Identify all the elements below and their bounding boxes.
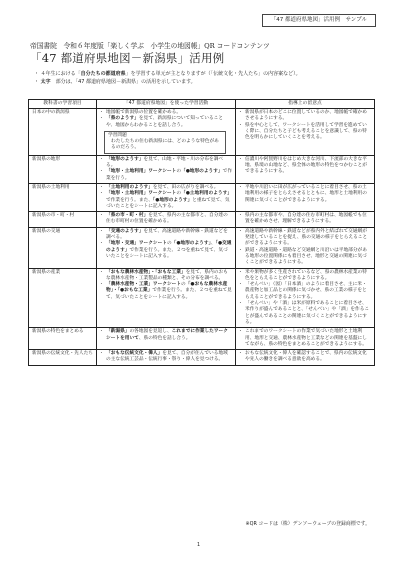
bold-text: 「●交通のようす」 <box>106 241 232 253</box>
footer-trademark-note: ※QR コードは（株）デンソーウェーブの登録商標です。 <box>245 521 370 527</box>
body-text: おもな伝統文化・偉人を確認することで、県内の伝統文化や先人の働きを調べる意欲を高める。 <box>245 351 367 363</box>
teaching-point-item <box>239 157 371 176</box>
bold-text: 「土地利用のようす」 <box>106 184 153 190</box>
teaching-points-cell <box>236 212 375 228</box>
header-learning-item: 教科書の学習項目 <box>29 100 97 109</box>
header-label: 「47 都道府県地図」活用例 サンプル <box>262 14 376 27</box>
note-text: ・ ４年生における「 <box>34 71 81 77</box>
body-text: の各地図を見返し、 <box>129 329 172 335</box>
table-row <box>29 350 375 366</box>
learning-item-cell: 新潟県の特色をまとめる <box>29 328 97 350</box>
body-text: で作業を行う。また、２つを重ねて見て、気づいたことをシートに記入する。 <box>106 247 228 259</box>
note-text: 」を学習する単元が主となりますが（「伝統文化・先人たち」の内容案など）。 <box>125 71 301 77</box>
document-subtitle: 帝国書院 令和６年度版「楽しく学ぶ 小学生の地図帳」QR コードコンテンツ <box>30 42 270 50</box>
activity-cell <box>97 328 236 350</box>
lesson-plan-table <box>28 99 375 366</box>
bold-text: 「●地形のようす」 <box>181 169 223 175</box>
activity-cell <box>97 183 236 211</box>
body-text: 、県の特色を話し合う。 <box>138 335 191 341</box>
learning-item-cell: 新潟県の地形 <box>29 155 97 183</box>
bold-text: 「●土地利用のようす」 <box>181 191 232 197</box>
teaching-point-item <box>239 229 371 248</box>
table-row <box>29 155 375 183</box>
body-text: を見て、県内のおもな農林水産物・工業製品の種類と、その分布を調べる。 <box>106 269 228 281</box>
body-text: を見て、自分が住んでいる地域の主な伝統工芸品・伝統行事・祭り・偉人を見つける。 <box>106 351 228 363</box>
body-text: 高速道路や新幹線・鉄道などが県内外と結ばれて交通網が発達していることを捉え、県の交通の様子をとらえることができるようにする。 <box>245 228 368 247</box>
body-text: で作業を行う。 <box>106 169 233 181</box>
bold-text: 「地形・土地利用」ワークシート <box>106 191 177 197</box>
learning-item-cell: 新潟県の伝統文化・先人たち <box>29 350 97 366</box>
table-row <box>29 227 375 268</box>
body-text: の <box>181 282 186 288</box>
body-text: 県を中心として、ワークシートを活用して学習を進めていく際に、自分たちと子ども考えることを意識して、県の特色を明らかにしていくことを考える。 <box>245 122 367 141</box>
bold-text: 「おもな伝統文化・偉人」 <box>106 351 163 357</box>
header-teaching-points: 指導上の留意点 <box>236 100 375 109</box>
teaching-point-item <box>239 329 371 348</box>
note-text: ・ <box>34 79 41 85</box>
teaching-points-cell <box>236 268 375 328</box>
activity-item <box>100 229 232 242</box>
body-text: 「せんべい」や「酒」は米が原料であることに着目させ、米作りが盛んであることと、「せんべい」や「酒」を作ることが盛んであることの関連に気づくことができるようにする。 <box>245 301 370 325</box>
learning-item-cell: 新潟県の土地利用 <box>29 183 97 211</box>
body-text: 信濃川や阿賀野川をはじめ大きな河川、下流部の大きな平地、県境の山地など、県全体の地形の特色をつかむことができるようにする。 <box>245 156 367 175</box>
learning-item-cell: 新潟県の市・町・村 <box>29 212 97 228</box>
activity-item <box>100 329 232 342</box>
bold-text: 「●地形のようす」 <box>152 197 193 203</box>
note-emphasis: 太字 <box>40 79 51 85</box>
teaching-points-cell <box>236 227 375 268</box>
teaching-point-item <box>239 270 371 283</box>
learning-item-cell: 新潟県の産業 <box>29 268 97 328</box>
body-text: 米や果物が多く生産されているなど、県の農林水産業の特色をとらえることができるようにする。 <box>245 269 367 281</box>
header-activity: 「47 都道府県地図」を使った学習活動 <box>97 100 236 109</box>
teaching-point-item <box>239 248 371 267</box>
learning-question-title: 学習問題 <box>108 132 127 138</box>
table-row <box>29 109 375 156</box>
notes-list <box>34 70 301 86</box>
activity-item <box>100 270 232 283</box>
note-emphasis: 自分たちの都道府県 <box>80 71 126 77</box>
activity-item <box>100 241 232 260</box>
body-text: を見て、新潟県について知っていることや、地図からわかることを話し合う。 <box>106 116 224 128</box>
learning-question-text: わたしたちの住む新潟県には、どのような特色があるのだろう。 <box>111 139 219 151</box>
bold-text: 「県の市・町・村」 <box>106 213 149 219</box>
body-text: 、 <box>210 241 216 247</box>
body-text: これまでのワークシートの作業で気づいた地形と土地利用、地形と交通、農林水産物と工業などの関連を基盤にしてながら、県の特色をまとめることができるようにする。 <box>245 329 367 347</box>
bold-text: 「交通のようす」 <box>106 228 144 234</box>
body-text: 新潟県が日本のどこに位置しているのか、地図帳で確かめさせるようにする。 <box>245 110 367 122</box>
activity-item <box>100 351 232 364</box>
bold-text: 「地形・土地利用」ワークシート <box>106 169 177 175</box>
bold-text: 「農林水産物・工業」ワークシート <box>106 282 182 288</box>
note-text: 部分は、「47 都道府県地図－新潟県」の活用を示しています。 <box>50 79 196 85</box>
bold-text: 「地形のようす」 <box>106 156 144 162</box>
body-text: を見て、高速道路や新幹線・鉄道などを調べる。 <box>106 228 228 241</box>
body-text: 県内の主な都市や、自分達の住む市町村は、地図帳でも位置を確かめさせ、理解できるようにする。 <box>245 213 367 225</box>
activity-cell <box>97 212 236 228</box>
body-text: を見て、県内の主な都市と、自分達の住む市町村の位置を確かめる。 <box>106 213 228 225</box>
body-text: 地図帳で新潟県の位置を確かめる。 <box>106 110 182 115</box>
bold-text: 「おもな農林水産物」・「おもな工業」 <box>106 269 186 275</box>
activity-item <box>100 169 232 182</box>
bold-text: 「●おもな農林水産物」・「●おもな工業」 <box>106 282 228 294</box>
body-text: 鉄道・高速道路・道路など交通網と川沿いは平地部分がある地形の位置関係にも着目させ、地形と交通の関連に気づくことができるようにする。 <box>245 247 367 266</box>
body-text: の <box>176 169 182 175</box>
page-number: 1 <box>197 543 201 548</box>
activity-item <box>100 157 232 170</box>
teaching-point-item <box>239 282 371 301</box>
table-row <box>29 183 375 211</box>
teaching-point-item <box>239 351 371 364</box>
body-text: で作業を行う。また、２つを重ねて見て、気づいたことをシートに記入する。 <box>106 288 232 300</box>
activity-item <box>100 213 232 226</box>
learning-item-cell: 新潟県の交通 <box>29 227 97 268</box>
activity-cell <box>97 350 236 366</box>
teaching-point-item <box>239 301 371 326</box>
activity-item <box>100 282 232 301</box>
table-body <box>29 109 375 366</box>
body-text: で作業を行う。また、 <box>106 197 153 203</box>
teaching-point-item <box>239 185 371 204</box>
teaching-point-item <box>239 110 371 123</box>
activity-item <box>100 191 232 210</box>
note-line <box>34 70 301 78</box>
activity-cell <box>97 227 236 268</box>
bold-text: 「地形・交通」ワークシート <box>106 241 167 247</box>
body-text: を見て、山地・平地・川の分布を調べる。 <box>106 156 224 169</box>
teaching-points-cell <box>236 350 375 366</box>
table-row <box>29 268 375 328</box>
body-text: と重ねて見て、気づいたことをシートに記入する。 <box>106 197 230 209</box>
body-text: 「せんべい」（図）「日本酒」のように着目させ、主に米・農産物と加工品との関係に気づかせ、県の工業の様子をとらえることができるようにする。 <box>245 282 367 300</box>
bold-text: 「新潟県」 <box>106 329 130 335</box>
bold-text: これまでに作業したワークシートを用いて <box>106 329 228 341</box>
activity-cell <box>97 155 236 183</box>
teaching-points-cell <box>236 155 375 183</box>
teaching-point-item <box>239 213 371 226</box>
bold-text: 「●地形のようす」 <box>171 241 211 247</box>
teaching-point-item <box>239 123 371 142</box>
document-title: 「47 都道府県地図－新潟県」活用例 <box>30 51 225 65</box>
activity-cell <box>97 109 236 156</box>
teaching-points-cell <box>236 109 375 156</box>
learning-item-cell: 日本の中の新潟県 <box>29 109 97 156</box>
body-text: の <box>166 241 172 247</box>
learning-question-box <box>104 131 226 154</box>
table-header-row <box>29 100 375 109</box>
table-row <box>29 328 375 350</box>
teaching-points-cell <box>236 183 375 211</box>
table-row <box>29 212 375 228</box>
teaching-points-cell <box>236 328 375 350</box>
body-text: 平地や川沿いに田が広がっていることに着目させ、県の土地利用の様子をとらえさせるとともに、地形と土地利用の関連に気づくことができるようにする。 <box>245 184 367 203</box>
body-text: を見て、田の広がりを調べる。 <box>152 184 219 190</box>
activity-item <box>100 116 232 129</box>
note-line <box>34 78 301 86</box>
activity-cell <box>97 268 236 328</box>
bold-text: 「県のようす」 <box>106 116 139 122</box>
body-text: の <box>176 191 182 197</box>
